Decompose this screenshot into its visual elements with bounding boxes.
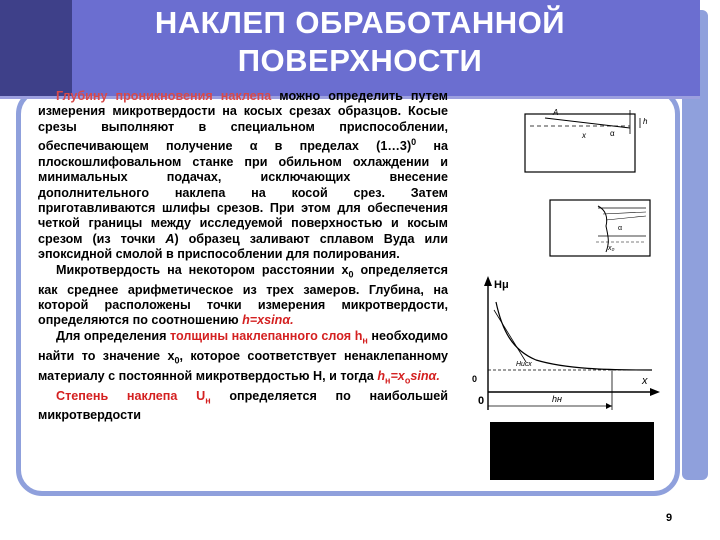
text-segment: н (385, 375, 391, 386)
text-segment: h=xsinα. (242, 313, 294, 328)
cut-line (545, 118, 630, 128)
text-segment: толщины наклепанного слоя h (169, 328, 363, 343)
hatch-3 (606, 216, 646, 220)
graph-h-label: Hисх (516, 361, 532, 368)
label-a: A (553, 108, 559, 117)
y-axis-arrow (484, 276, 492, 286)
page-number: 9 (666, 512, 673, 524)
text-segment: h (377, 368, 386, 383)
text-segment: Степень наклепа U (56, 388, 206, 403)
hn-arrow (606, 403, 612, 409)
text-segment: н (362, 335, 368, 346)
paragraph (38, 329, 448, 389)
label-alpha: α (610, 129, 615, 138)
paragraph (38, 263, 448, 329)
text-segment: можно определить путем измерения микротвердости на косых срезах образцов. Косые срезы выполняют в специальном приспособлении, обеспечивающем получение (38, 89, 449, 154)
label-x0: x₀ (608, 245, 615, 252)
text-segment: ) образец заливают сплавом Вуда или эпоксидной смолой в приспособлении для полирования. (38, 231, 448, 262)
text-segment: Для определения (56, 328, 170, 343)
figure-oblique-cut (490, 100, 665, 180)
label-alpha2: α (618, 225, 623, 232)
text-segment: необходимо найти то значение x (38, 328, 448, 363)
paragraph (38, 389, 448, 424)
text-segment: в пределах (1…3) (257, 139, 412, 154)
text-segment: Глубину проникновения наклепа (56, 89, 272, 103)
figure-hardness-graph (466, 270, 666, 420)
text-segment: sinα. (410, 368, 440, 383)
profile-curve (598, 206, 608, 252)
hardness-curve (496, 302, 652, 370)
figure-cut-detail (548, 196, 668, 262)
text-segment: , которое соответствует ненаклепанному материалу с постоянной микротвердостью H, и тогда (38, 348, 448, 383)
graph-hn-label: hн (552, 394, 562, 404)
header-accent (0, 0, 72, 96)
black-block (490, 422, 654, 480)
text-segment: н (205, 395, 211, 406)
graph-y-label: Hμ (494, 279, 509, 291)
text-segment: 0 (174, 355, 180, 366)
text-segment: определяется как среднее арифметическое из трех замеров. Глубина, на которой расположены точки измерения микротвердости, определяются по соотношению (38, 262, 448, 328)
body-text (38, 89, 448, 424)
label-x: x (582, 131, 586, 140)
hatch-2 (603, 212, 646, 214)
graph-origin: 0 (478, 395, 485, 407)
text-segment: на плоскошлифовальном станке при обильном охлаждении и минимальных подачах, исключающих внесение дополнительного наклепа на косой срез. Затем приготавливаются шлифы срезов. При этом для обеспечения четкой границы между исследуемой поверхностью и косым срезом (из точки (38, 139, 448, 246)
text-segment: 0 (348, 269, 354, 280)
paragraph (38, 89, 448, 263)
graph-axis-zero: 0 (472, 374, 478, 384)
text-segment: о (404, 375, 411, 386)
text-segment: 0 (411, 137, 417, 148)
x-axis-arrow (650, 388, 660, 396)
label-h: h (643, 117, 648, 126)
text-segment: Микротвердость на некотором расстоянии x (56, 262, 349, 277)
text-segment: =x (390, 368, 405, 383)
text-segment: α (249, 139, 258, 154)
slide-title: НАКЛЕП ОБРАБОТАННОЙ ПОВЕРХНОСТИ (154, 5, 566, 78)
text-segment: определяется по наибольшей микротвердости (38, 388, 449, 423)
graph-x-label: x (642, 375, 648, 387)
text-segment: А (165, 231, 175, 246)
specimen-outline (525, 114, 635, 172)
slope-line (494, 310, 526, 362)
